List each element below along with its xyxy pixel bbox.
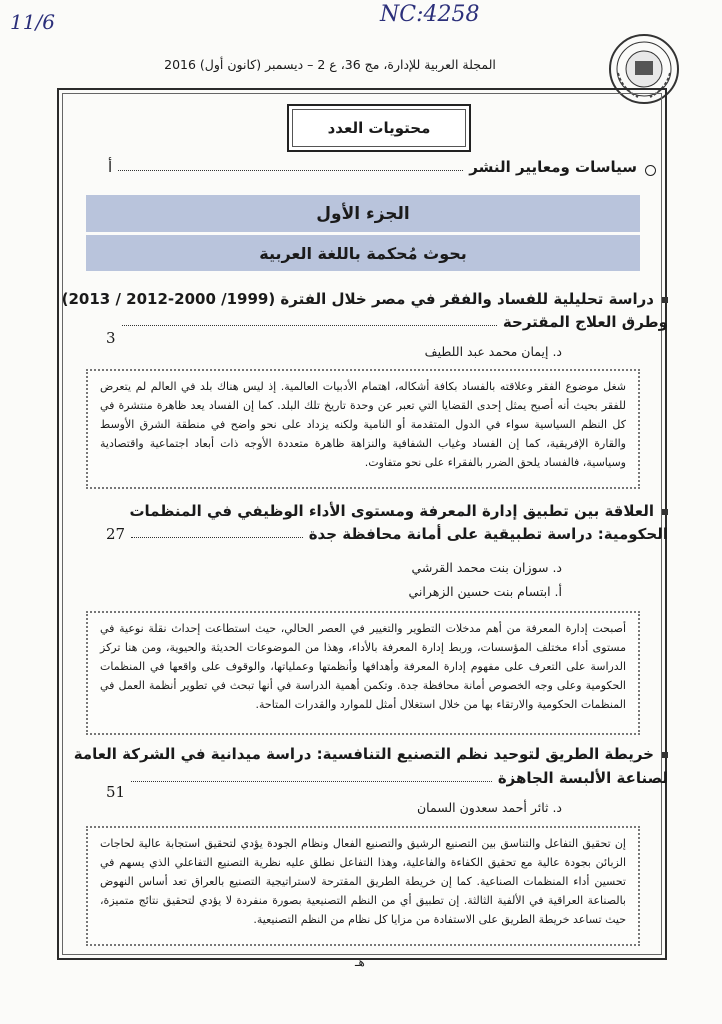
article-3-title-line2[interactable] — [106, 769, 668, 801]
article-3-page: 51 — [106, 783, 126, 801]
handwritten-page-note: 11/6 — [10, 10, 55, 34]
square-bullet-icon — [662, 509, 668, 515]
article-1-title-line1[interactable]: دراسة تحليلية للفساد والفقر في مصر خلال الفترة (1999/ 2000-2012 / 2013) — [62, 290, 668, 308]
article-2-author-2: أ. ابتسام بنت حسين الزهراني — [408, 584, 562, 599]
article-title-text: وطرق العلاج المقترحة — [502, 313, 668, 331]
dot-leader — [118, 170, 463, 171]
toc-title: محتويات العدد — [292, 109, 466, 147]
handwritten-catalog-number: NC:4258 — [380, 2, 480, 27]
article-2-author-1: د. سوزان بنت محمد القرشي — [411, 560, 562, 575]
square-bullet-icon — [662, 752, 668, 758]
footer-page-marker: هـ — [355, 955, 365, 969]
article-2-title-line1[interactable]: العلاقة بين تطبيق إدارة المعرفة ومستوى الأداء الوظيفي في المنظمات — [129, 502, 668, 520]
article-1-abstract: شغل موضوع الفقر وعلاقته بالفساد بكافة أشكاله، اهتمام الأدبيات العالمية. إذ ليس هناك بلد في العالم لم يتعرض للفقر بحيث أنه أصبح يمثل إحدى القضايا التي تعبر عن وحدة تاريخ تلك البلد. كما إن الفساد يعد ظاهرة منتشرة في كل النظم السياسية سواء في الدول المتقدمة أو النامية ولكنه يزداد على نحو واضح في منطقة الشرق الأوسط والقارة الإفريقية، كما إن الفساد وغياب الشفافية والنزاهة ظاهرة متعددة الأوجه ذات أبعاد اجتماعية واقتصادية وسياسية، فالفساد يلحق الضرر بالفقراء على نحو متفاوت. — [86, 369, 640, 489]
toc-entry-label: سياسات ومعايير النشر — [469, 158, 637, 176]
dot-leader — [122, 325, 497, 326]
article-3-author: د. ثائر أحمد سعدون السمان — [416, 800, 562, 815]
article-1-author: د. إيمان محمد عبد اللطيف — [424, 344, 562, 359]
article-3-title-line1[interactable]: خريطة الطريق لتوحيد نظم التصنيع التنافسية: دراسة ميدانية في الشركة العامة — [74, 745, 668, 763]
circle-bullet-icon — [645, 165, 656, 176]
article-2-abstract: أصبحت إدارة المعرفة من أهم مدخلات التطوير والتغيير في العصر الحالي، حيث استطاعت إحداث نقلة نوعية في مستوى أداء مختلف المؤسسات، وربط إدارة المعرفة بالأداء، وهذا من الموضوعات الحديثة والحيوية، ومن هنا تركز الدراسة على التعرف على مفهوم إدارة المعرفة وأهدافها وأنظمتها وعملياتها، والوقوف على واقعها في المنظمات الحكومية وعلى وجه الخصوص أمانة محافظة جدة. وتكمن أهمية الدراسة في أنها تبحث في تطوير أنظمة العمل في المنظمات الحكومية والارتقاء بها من خلال استغلال أمثل للموارد والقدرات المتاحة. — [86, 611, 640, 735]
article-2-title-line2[interactable] — [106, 525, 668, 543]
part-subtitle: بحوث مُحكمة باللغة العربية — [86, 235, 640, 271]
article-3-abstract: إن تحقيق التفاعل والتناسق بين التصنيع الرشيق والتصنيع الفعال ونظام الجودة يؤدي لتحقيق استجابة عالية لحاجات الزبائن بجودة عالية مع تحقيق الكفاءة والفاعلية، وهذا التفاعل نطلق عليه نظرية التصنيع التفاعلي الذي يسهم في تحسين أداء المنظمات الصناعية. كما إن خريطة الطريق المقترحة لاستراتيجية التصنيع بالعراق تعد أساس النهوض بالصناعة العراقية في الألفية الثالثة. إن تطبيق أي من النظم التصنيعية بصورة منفردة لا يؤدي لتحقيق نتائج متميزة، حيث تساعد خريطة الطريق على الاستفادة من مزايا كل نظام من النظم التصنيعية. — [86, 826, 640, 946]
article-title-text: لصناعة الألبسة الجاهزة — [497, 769, 668, 787]
square-bullet-icon — [662, 297, 668, 303]
toc-title-box — [287, 104, 471, 152]
article-title-text: الحكومية: دراسة تطبيقية على أمانة محافظة جدة — [308, 525, 668, 543]
article-1-title-line2[interactable] — [106, 313, 668, 347]
toc-entry-policies[interactable] — [108, 158, 656, 176]
dot-leader — [131, 781, 492, 782]
dot-leader — [131, 537, 303, 538]
journal-citation: المجلة العربية للإدارة، مج 36، ع 2 – ديسمبر (كانون أول) 2016 — [164, 57, 496, 72]
article-2-page: 27 — [106, 525, 126, 543]
part-title: الجزء الأول — [86, 195, 640, 235]
article-1-page: 3 — [106, 329, 116, 347]
toc-entry-page: أ — [108, 158, 113, 176]
